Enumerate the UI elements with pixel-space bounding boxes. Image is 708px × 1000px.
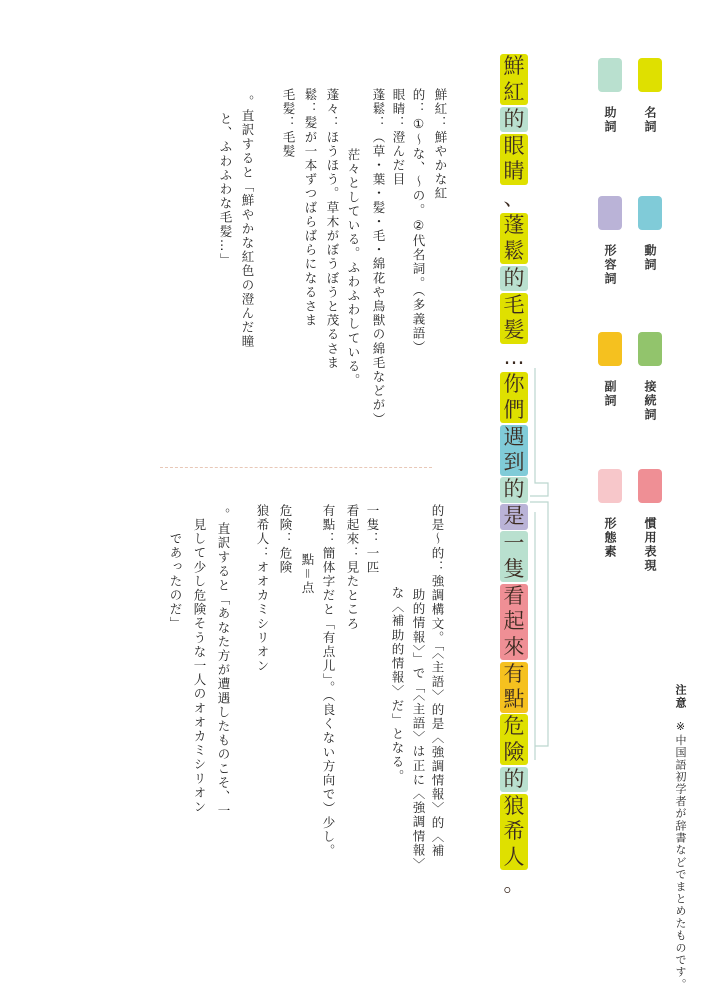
- note-line: 危険：危険: [278, 504, 293, 575]
- word-char: 險: [503, 739, 525, 764]
- footnote-text: ※中国語初学者が辞書などでまとめたものです。: [674, 720, 687, 991]
- note-line: 的：①～な、～の。②代名詞。（多義語）: [411, 88, 426, 355]
- word-char: 眼: [503, 133, 525, 158]
- word-char: 。: [503, 871, 525, 896]
- word-char: 毛: [503, 292, 525, 317]
- word-char: 紅: [503, 79, 525, 104]
- word-char: 有: [503, 661, 525, 686]
- word-char: 隻: [503, 556, 525, 581]
- word-char: 到: [503, 450, 525, 474]
- legend-label: 助詞: [603, 106, 617, 134]
- bracket-subject: [530, 368, 548, 496]
- word-char: 看: [503, 583, 525, 608]
- translation-line: 。直訳すると「鮮やかな紅色の澄んだ瞳: [240, 95, 255, 349]
- word-char: 你: [503, 372, 525, 396]
- translation-line: と、ふわふわな毛髪…」: [218, 112, 233, 268]
- section-divider: [160, 467, 432, 468]
- note-line: 蓬鬆：（草・葉・髪・毛・綿花や鳥獣の綿毛などが）: [371, 88, 386, 427]
- footnote-label: 注意: [674, 684, 687, 710]
- note-line: 眼睛：澄んだ目: [391, 88, 406, 187]
- note-line: 狼希人：オオカミシリオン: [255, 504, 270, 674]
- translation-line: であったのだ」: [168, 532, 183, 631]
- word-char: 一: [503, 531, 525, 555]
- word-char: 是: [503, 504, 525, 528]
- legend-label: 副詞: [603, 380, 617, 408]
- word-char: 們: [503, 397, 525, 422]
- word-char: 希: [503, 819, 525, 843]
- note-line: 鮮紅：鮮やかな紅: [433, 88, 448, 201]
- note-line: 鬆：髪が一本ずつばらばらになるさま: [303, 88, 318, 328]
- note-line: 一隻：一匹: [365, 504, 380, 575]
- note-line: 助的情報〉」で「〈主語〉は正に〈強調情報〉: [411, 588, 426, 872]
- note-line: 有點：簡体字だと「有点儿」。（良くない方向で）少し。: [321, 504, 336, 859]
- word-char: 遇: [503, 424, 525, 449]
- bracket-predicate: [530, 502, 548, 760]
- legend-label: 動詞: [643, 244, 657, 272]
- word-char: 睛: [503, 159, 525, 183]
- legend-label: 形態素: [603, 517, 617, 559]
- word-char: 的: [503, 106, 525, 131]
- word-char: 鮮: [503, 54, 525, 78]
- word-char: 、: [503, 186, 525, 210]
- note-line: な〈補助的情報〉だ」となる。: [390, 586, 405, 784]
- note-line: 看起來：見たところ: [345, 504, 360, 631]
- word-char: 鬆: [503, 238, 525, 263]
- word-char: 起: [503, 609, 525, 633]
- note-line: 的是～的：強調構文。「〈主語〉的是〈強調情報〉的〈補: [430, 504, 445, 859]
- note-line: 茫々としている。ふわふわしている。: [346, 148, 361, 388]
- word-char: 的: [503, 766, 525, 791]
- word-char: …: [503, 345, 525, 369]
- word-char: 危: [503, 714, 525, 738]
- word-char: 點: [503, 687, 525, 711]
- legend-label: 慣用表現: [643, 517, 657, 573]
- word-char: 的: [503, 477, 525, 501]
- word-char: 髪: [503, 318, 525, 342]
- note-line: 毛髪：毛髪: [281, 88, 296, 159]
- word-char: 來: [503, 634, 525, 659]
- translation-line: 。直訳すると「あなた方が遭遇したものこそ、一: [216, 508, 231, 819]
- word-char: 狼: [503, 793, 525, 818]
- legend-label: 名詞: [643, 106, 657, 134]
- word-char: 人: [503, 844, 525, 869]
- note-line: 點＝点: [300, 553, 315, 596]
- legend-label: 接続詞: [643, 380, 657, 422]
- word-char: 的: [503, 265, 525, 290]
- translation-line: 見して少し危険そうな一人のオオカミシリオン: [192, 518, 207, 815]
- word-char: 蓬: [503, 213, 525, 237]
- legend-label: 形容詞: [603, 244, 617, 286]
- note-line: 蓬々：ほうほう。草木がぼうぼうと茂るさま: [325, 88, 340, 370]
